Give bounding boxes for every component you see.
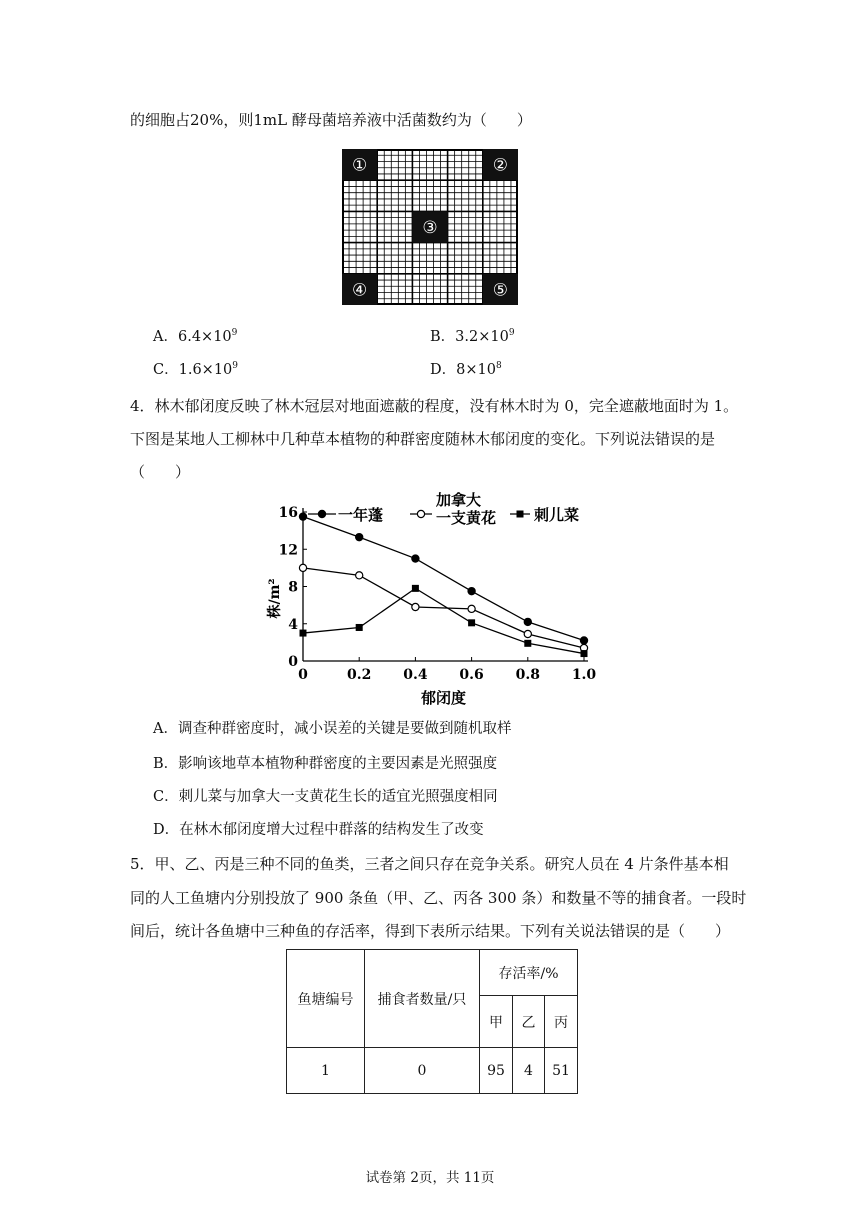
option-letter: C． [153,362,179,378]
legend-marker [318,510,325,517]
y-tick-label: 8 [288,579,298,596]
series-2 [299,564,587,651]
x-tick-label: 0.6 [459,667,484,683]
x-axis-label: 郁闭度 [420,689,467,707]
square-label: ⑤ [492,280,509,301]
header-bing: 丙 [545,996,578,1048]
series-3 [300,585,588,657]
x-tick-label: 0.2 [347,667,372,683]
q4-option-d[interactable]: D．在林木郁闭度增大过程中群落的结构发生了改变 [153,822,484,838]
q4-option-a[interactable]: A．调查种群密度时，减小误差的关键是要做到随机取样 [153,721,512,737]
header-yi: 乙 [513,996,545,1048]
legend-item-1 [308,506,383,524]
header-pond-number: 鱼塘编号 [287,950,365,1048]
q5-stem-line-2: 同的人工鱼塘内分别投放了 900 条鱼（甲、乙、丙各 300 条）和数量不等的捕食者。一段时 [130,889,747,907]
x-tick-label: 1.0 [571,667,597,683]
cell-predator: 0 [365,1048,480,1094]
q3-option-b[interactable] [430,327,515,347]
q4-option-c[interactable]: C．刺儿菜与加拿大一支黄花生长的适宜光照强度相同 [153,789,498,805]
option-letter: A． [153,329,178,345]
q3-option-a[interactable] [153,327,237,347]
y-tick-label: 12 [278,542,298,559]
option-value: 1.6×10 [178,362,233,378]
data-point [356,624,363,631]
legend-label: 一支黄花 [436,509,497,527]
option-exponent: 8 [495,361,502,371]
square-label: ① [351,155,368,176]
q5-stem-line-3: 间后，统计各鱼塘中三种鱼的存活率，得到下表所示结果。下列有关说法错误的是（ ） [130,922,731,940]
square-label: ② [492,155,509,176]
data-point [412,585,419,592]
square-label: ④ [351,280,368,301]
data-point [580,637,587,644]
page-footer: 试卷第 2页，共 11页 [365,1170,495,1186]
legend-label: 一年蓬 [338,506,384,524]
cell-yi: 4 [513,1048,545,1094]
square-5 [483,274,518,305]
series-line [303,588,584,653]
population-density-chart [260,492,605,708]
data-point [356,572,363,579]
data-point [581,650,588,657]
option-value: 3.2×10 [455,329,509,345]
data-point [299,564,306,571]
header-jia: 甲 [480,996,513,1048]
series-1 [299,513,587,644]
option-exponent: 9 [231,328,238,338]
chart-legend [308,492,579,527]
q3-text-tail: 的细胞占20%，则1mL 酵母菌培养液中活菌数约为（ ） [130,111,532,129]
square-1 [342,149,377,180]
q3-option-c[interactable] [153,360,238,380]
data-point [300,630,307,637]
legend-label: 加拿大 [436,492,482,509]
legend-item-3 [510,506,579,524]
option-letter: D． [430,362,457,378]
x-tick-label: 0.4 [403,667,428,683]
square-4 [342,274,377,305]
q4-stem-line-1: 4．林木郁闭度反映了林木冠层对地面遮蔽的程度，没有林木时为 0，完全遮蔽地面时为 1。 [130,397,739,415]
header-survival-rate: 存活率/% [480,950,578,996]
data-point [524,640,531,647]
grid-squares [342,149,518,305]
option-exponent: 9 [508,328,515,338]
data-point [412,603,419,610]
header-predator-count: 捕食者数量/只 [365,950,480,1048]
data-point [299,513,306,520]
square-label: ③ [422,218,438,238]
option-letter: B． [430,329,456,345]
y-axis-label: 株/m² [267,578,283,619]
y-tick-label: 16 [278,505,298,521]
q5-stem-line-1: 5．甲、乙、丙是三种不同的鱼类，三者之间只存在竞争关系。研究人员在 4 片条件基本相 [130,855,729,873]
data-point [356,534,363,541]
data-point [524,618,531,625]
data-point [468,605,475,612]
q4-stem-line-3: （ ） [130,463,191,481]
data-point [468,619,475,626]
square-2 [483,149,518,180]
fish-survival-table [286,949,578,1094]
option-value: 6.4×10 [177,329,232,345]
y-tick-label: 0 [288,654,298,670]
data-point [412,555,419,562]
q4-option-b[interactable]: B．影响该地草本植物种群密度的主要因素是光照强度 [153,756,498,772]
series-line [303,568,584,648]
data-point [468,588,475,595]
y-tick-label: 4 [288,616,298,633]
square-3 [412,211,447,242]
x-tick-label: 0.8 [515,667,540,683]
legend-item-2 [410,492,496,527]
legend-marker [517,511,524,518]
table-row [287,1048,578,1094]
option-value: 8×10 [456,362,496,378]
data-point [524,630,531,637]
series-line [303,517,584,641]
hemocytometer-grid-figure [342,149,518,305]
cell-jia: 95 [480,1048,513,1094]
cell-bing: 51 [545,1048,578,1094]
legend-marker [417,510,424,517]
q4-stem-line-2: 下图是某地人工柳林中几种草本植物的种群密度随林木郁闭度的变化。下列说法错误的是 [130,430,716,448]
legend-label: 刺儿菜 [534,506,580,524]
cell-pond: 1 [287,1048,365,1094]
q3-option-d[interactable] [430,360,502,380]
x-tick-label: 0 [298,667,308,683]
option-exponent: 9 [232,361,239,371]
